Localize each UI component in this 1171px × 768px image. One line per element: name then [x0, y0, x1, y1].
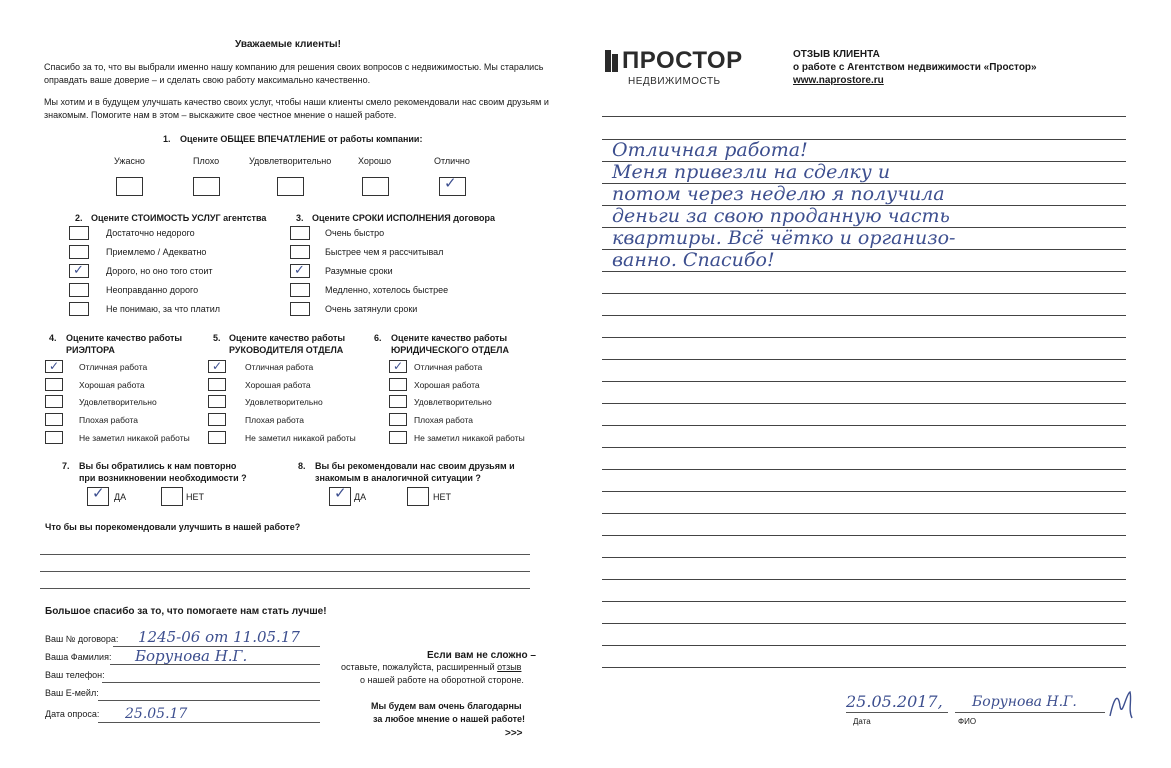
q6-checkbox-3[interactable]	[389, 413, 407, 426]
date-label: Дата опроса:	[45, 709, 100, 719]
q5-option-3: Плохая работа	[245, 415, 305, 425]
review-line-2: Меня привезли на сделку и	[612, 161, 891, 183]
q3-checkbox-3[interactable]	[290, 283, 310, 297]
checkmark-icon: ✓	[49, 359, 60, 373]
q7-title-1: Вы бы обратились к нам повторно	[79, 461, 237, 471]
contract-label: Ваш № договора:	[45, 634, 119, 644]
note-line-4: Мы будем вам очень благодарны	[371, 701, 522, 711]
q2-title: Оцените СТОИМОСТЬ УСЛУГ агентства	[91, 213, 267, 223]
improve-answer-line-1[interactable]	[40, 554, 530, 555]
ruled-line	[602, 623, 1126, 624]
q4-option-4: Не заметил никакой работы	[79, 433, 190, 443]
q8-yes-checkbox[interactable]	[329, 484, 351, 506]
ruled-line	[602, 535, 1126, 536]
q3-option-4: Очень затянули сроки	[325, 304, 418, 314]
q2-option-3: Неоправданно дорого	[106, 285, 199, 295]
improve-answer-line-3[interactable]	[40, 588, 530, 589]
q4-number: 4.	[49, 333, 57, 343]
q4-option-3: Плохая работа	[79, 415, 139, 425]
q3-option-2: Разумные сроки	[325, 266, 393, 276]
q1-checkbox-3[interactable]	[362, 177, 389, 196]
q3-option-3: Медленно, хотелось быстрее	[325, 285, 449, 295]
q5-checkbox-1[interactable]	[208, 378, 226, 391]
q5-checkbox-0[interactable]	[208, 360, 226, 373]
review-line-1: Отличная работа!	[612, 139, 808, 161]
logo-mark-icon	[605, 50, 619, 72]
ruled-line	[602, 271, 1126, 272]
q7-number: 7.	[62, 461, 70, 471]
surname-label: Ваша Фамилия:	[45, 652, 112, 662]
contract-value: 1245-06 от 11.05.17	[138, 628, 300, 646]
improve-question: Что бы вы порекомендовали улучшить в нашей работе?	[45, 522, 301, 532]
ruled-line	[602, 579, 1126, 580]
ruled-line	[602, 601, 1126, 602]
q6-option-0: Отличная работа	[414, 362, 483, 372]
q8-number: 8.	[298, 461, 306, 471]
q3-checkbox-2[interactable]	[290, 264, 310, 278]
q4-checkbox-2[interactable]	[45, 395, 63, 408]
q2-option-2: Дорого, но оно того стоит	[106, 266, 213, 276]
q5-checkbox-4[interactable]	[208, 431, 226, 444]
q3-checkbox-4[interactable]	[290, 302, 310, 316]
q1-checkbox-2[interactable]	[277, 177, 304, 196]
checkmark-icon: ✓	[444, 174, 457, 192]
review-line-3: потом через неделю я получила	[612, 183, 945, 205]
review-line-6: ванно. Спасибо!	[612, 249, 775, 271]
review-title: ОТЗЫВ КЛИЕНТА	[793, 49, 880, 60]
sign-date-label: Дата	[853, 717, 871, 726]
q1-option-label-1: Плохо	[193, 156, 220, 166]
q3-option-1: Быстрее чем я рассчитывал	[325, 247, 444, 257]
q5-checkbox-2[interactable]	[208, 395, 226, 408]
q4-checkbox-0[interactable]	[45, 360, 63, 373]
logo-text: ПРОСТОР	[622, 47, 743, 74]
note-line-3: о нашей работе на оборотной стороне.	[360, 675, 524, 685]
q6-number: 6.	[374, 333, 382, 343]
q4-option-0: Отличная работа	[79, 362, 148, 372]
ruled-line	[602, 667, 1126, 668]
q1-option-label-3: Хорошо	[358, 156, 392, 166]
q5-checkbox-3[interactable]	[208, 413, 226, 426]
thanks-text: Большое спасибо за то, что помогаете нам стать лучше!	[45, 606, 327, 617]
q7-title-2: при возникновении необходимости ?	[79, 473, 247, 483]
surname-value: Борунова Н.Г.	[135, 647, 248, 665]
q2-checkbox-4[interactable]	[69, 302, 89, 316]
q7-no-label: НЕТ	[186, 492, 204, 502]
logo-subtext: НЕДВИЖИМОСТЬ	[628, 76, 721, 87]
q8-title-2: знакомым в аналогичной ситуации ?	[315, 473, 481, 483]
q6-checkbox-2[interactable]	[389, 395, 407, 408]
date-value: 25.05.17	[125, 706, 188, 722]
q3-title: Оцените СРОКИ ИСПОЛНЕНИЯ договора	[312, 213, 495, 223]
ruled-line	[602, 469, 1126, 470]
ruled-line	[602, 513, 1126, 514]
sign-fio-label: ФИО	[958, 717, 977, 726]
q5-option-1: Хорошая работа	[245, 380, 311, 390]
website-link[interactable]: www.naprostore.ru	[793, 75, 884, 86]
note-line-1: Если вам не сложно –	[427, 650, 536, 661]
next-page-arrows[interactable]: >>>	[505, 728, 523, 739]
checkmark-icon: ✓	[92, 484, 105, 502]
q1-checkbox-1[interactable]	[193, 177, 220, 196]
date-field[interactable]	[98, 722, 320, 723]
ruled-line	[602, 403, 1126, 404]
q1-option-label-2: Удовлетворительно	[249, 156, 332, 166]
q8-yes-label: ДА	[354, 492, 367, 502]
intro-text-1b: оправдать ваше доверие – и сделать свою работу максимально качественно.	[44, 75, 371, 85]
ruled-line	[602, 315, 1126, 316]
ruled-line	[602, 359, 1126, 360]
ruled-line	[602, 447, 1126, 448]
q5-option-0: Отличная работа	[245, 362, 314, 372]
ruled-line	[602, 116, 1126, 117]
q7-no-checkbox[interactable]	[161, 487, 183, 506]
ruled-line	[602, 425, 1126, 426]
q6-checkbox-0[interactable]	[389, 360, 407, 373]
q5-number: 5.	[213, 333, 221, 343]
note-line-2a: оставьте, пожалуйста, расширенный	[341, 662, 498, 672]
signature-name: Борунова Н.Г.	[972, 694, 1077, 710]
q2-checkbox-3[interactable]	[69, 283, 89, 297]
ruled-line	[602, 491, 1126, 492]
q3-checkbox-0[interactable]	[290, 226, 310, 240]
q3-number: 3.	[296, 213, 304, 223]
q7-yes-label: ДА	[114, 492, 127, 502]
q3-option-0: Очень быстро	[325, 228, 385, 238]
q2-option-1: Приемлемо / Адекватно	[106, 247, 207, 257]
q5-option-2: Удовлетворительно	[245, 397, 323, 407]
q4-option-1: Хорошая работа	[79, 380, 145, 390]
q6-option-2: Удовлетворительно	[414, 397, 492, 407]
q5-option-4: Не заметил никакой работы	[245, 433, 356, 443]
q6-checkbox-4[interactable]	[389, 431, 407, 444]
fio-sign-line[interactable]	[955, 712, 1105, 713]
q1-option-label-0: Ужасно	[114, 156, 145, 166]
improve-answer-line-2[interactable]	[40, 571, 530, 572]
intro-text-1a: Спасибо за то, что вы выбрали именно нашу компанию для решения своих вопросов с недвижимостью. Мы старались	[44, 62, 544, 72]
q6-option-4: Не заметил никакой работы	[414, 433, 525, 443]
q1-number: 1.	[163, 134, 171, 144]
q1-checkbox-4[interactable]	[439, 174, 466, 196]
q2-option-4: Не понимаю, за что платил	[106, 304, 221, 314]
note-line-5: за любое мнение о нашей работе!	[373, 714, 526, 724]
q2-checkbox-2[interactable]	[69, 264, 89, 278]
q6-checkbox-1[interactable]	[389, 378, 407, 391]
signature-scribble-icon	[1106, 688, 1136, 722]
ruled-line	[602, 557, 1126, 558]
q1-option-label-4: Отлично	[434, 156, 470, 166]
q2-checkbox-0[interactable]	[69, 226, 89, 240]
q4-checkbox-1[interactable]	[45, 378, 63, 391]
email-field[interactable]	[98, 700, 320, 701]
q6-option-1: Хорошая работа	[414, 380, 480, 390]
review-subtitle: о работе с Агентством недвижимости «Простор»	[793, 62, 1037, 73]
checkmark-icon: ✓	[73, 263, 84, 278]
q8-no-label: НЕТ	[433, 492, 451, 502]
ruled-line	[602, 645, 1126, 646]
q6-title-1: Оцените качество работы	[391, 333, 508, 343]
q2-number: 2.	[75, 213, 83, 223]
signature-date: 25.05.2017,	[846, 692, 943, 711]
q4-checkbox-3[interactable]	[45, 413, 63, 426]
q8-title-1: Вы бы рекомендовали нас своим друзьям и	[315, 461, 515, 471]
q6-option-3: Плохая работа	[414, 415, 474, 425]
q7-yes-checkbox[interactable]	[87, 484, 109, 506]
q1-title: Оцените ОБЩЕЕ ВПЕЧАТЛЕНИЕ от работы компании:	[180, 134, 423, 144]
phone-label: Ваш телефон:	[45, 670, 105, 680]
q1-checkbox-0[interactable]	[116, 177, 143, 196]
q2-checkbox-1[interactable]	[69, 245, 89, 259]
checkmark-icon: ✓	[393, 359, 404, 373]
q8-no-checkbox[interactable]	[407, 487, 429, 506]
checkmark-icon: ✓	[212, 359, 223, 373]
note-line-2	[341, 662, 521, 672]
review-link[interactable]: отзыв	[497, 662, 522, 672]
intro-text-2b: знакомым. Помогите нам в этом – выскажите свое честное мнение о нашей работе.	[44, 110, 397, 120]
q4-option-2: Удовлетворительно	[79, 397, 157, 407]
q2-option-0: Достаточно недорого	[106, 228, 195, 238]
review-line-5: квартиры. Всё чётко и организо-	[612, 227, 956, 249]
ruled-line	[602, 337, 1126, 338]
q6-title-2: ЮРИДИЧЕСКОГО ОТДЕЛА	[391, 345, 509, 355]
checkmark-icon: ✓	[294, 263, 305, 278]
q3-checkbox-1[interactable]	[290, 245, 310, 259]
checkmark-icon: ✓	[334, 484, 347, 502]
q5-title-1: Оцените качество работы	[229, 333, 346, 343]
form-heading: Уважаемые клиенты!	[235, 39, 341, 50]
phone-field[interactable]	[102, 682, 320, 683]
intro-text-2a: Мы хотим и в будущем улучшать качество своих услуг, чтобы наши клиенты смело рекомендовали нас своим друзьям и	[44, 97, 549, 107]
q4-title-2: РИЭЛТОРА	[66, 345, 115, 355]
q4-title-1: Оцените качество работы	[66, 333, 183, 343]
ruled-line	[602, 293, 1126, 294]
ruled-line	[602, 381, 1126, 382]
q5-title-2: РУКОВОДИТЕЛЯ ОТДЕЛА	[229, 345, 344, 355]
date-sign-line[interactable]	[846, 712, 948, 713]
review-line-4: деньги за свою проданную часть	[612, 205, 950, 227]
email-label: Ваш Е-мейл:	[45, 688, 99, 698]
q4-checkbox-4[interactable]	[45, 431, 63, 444]
